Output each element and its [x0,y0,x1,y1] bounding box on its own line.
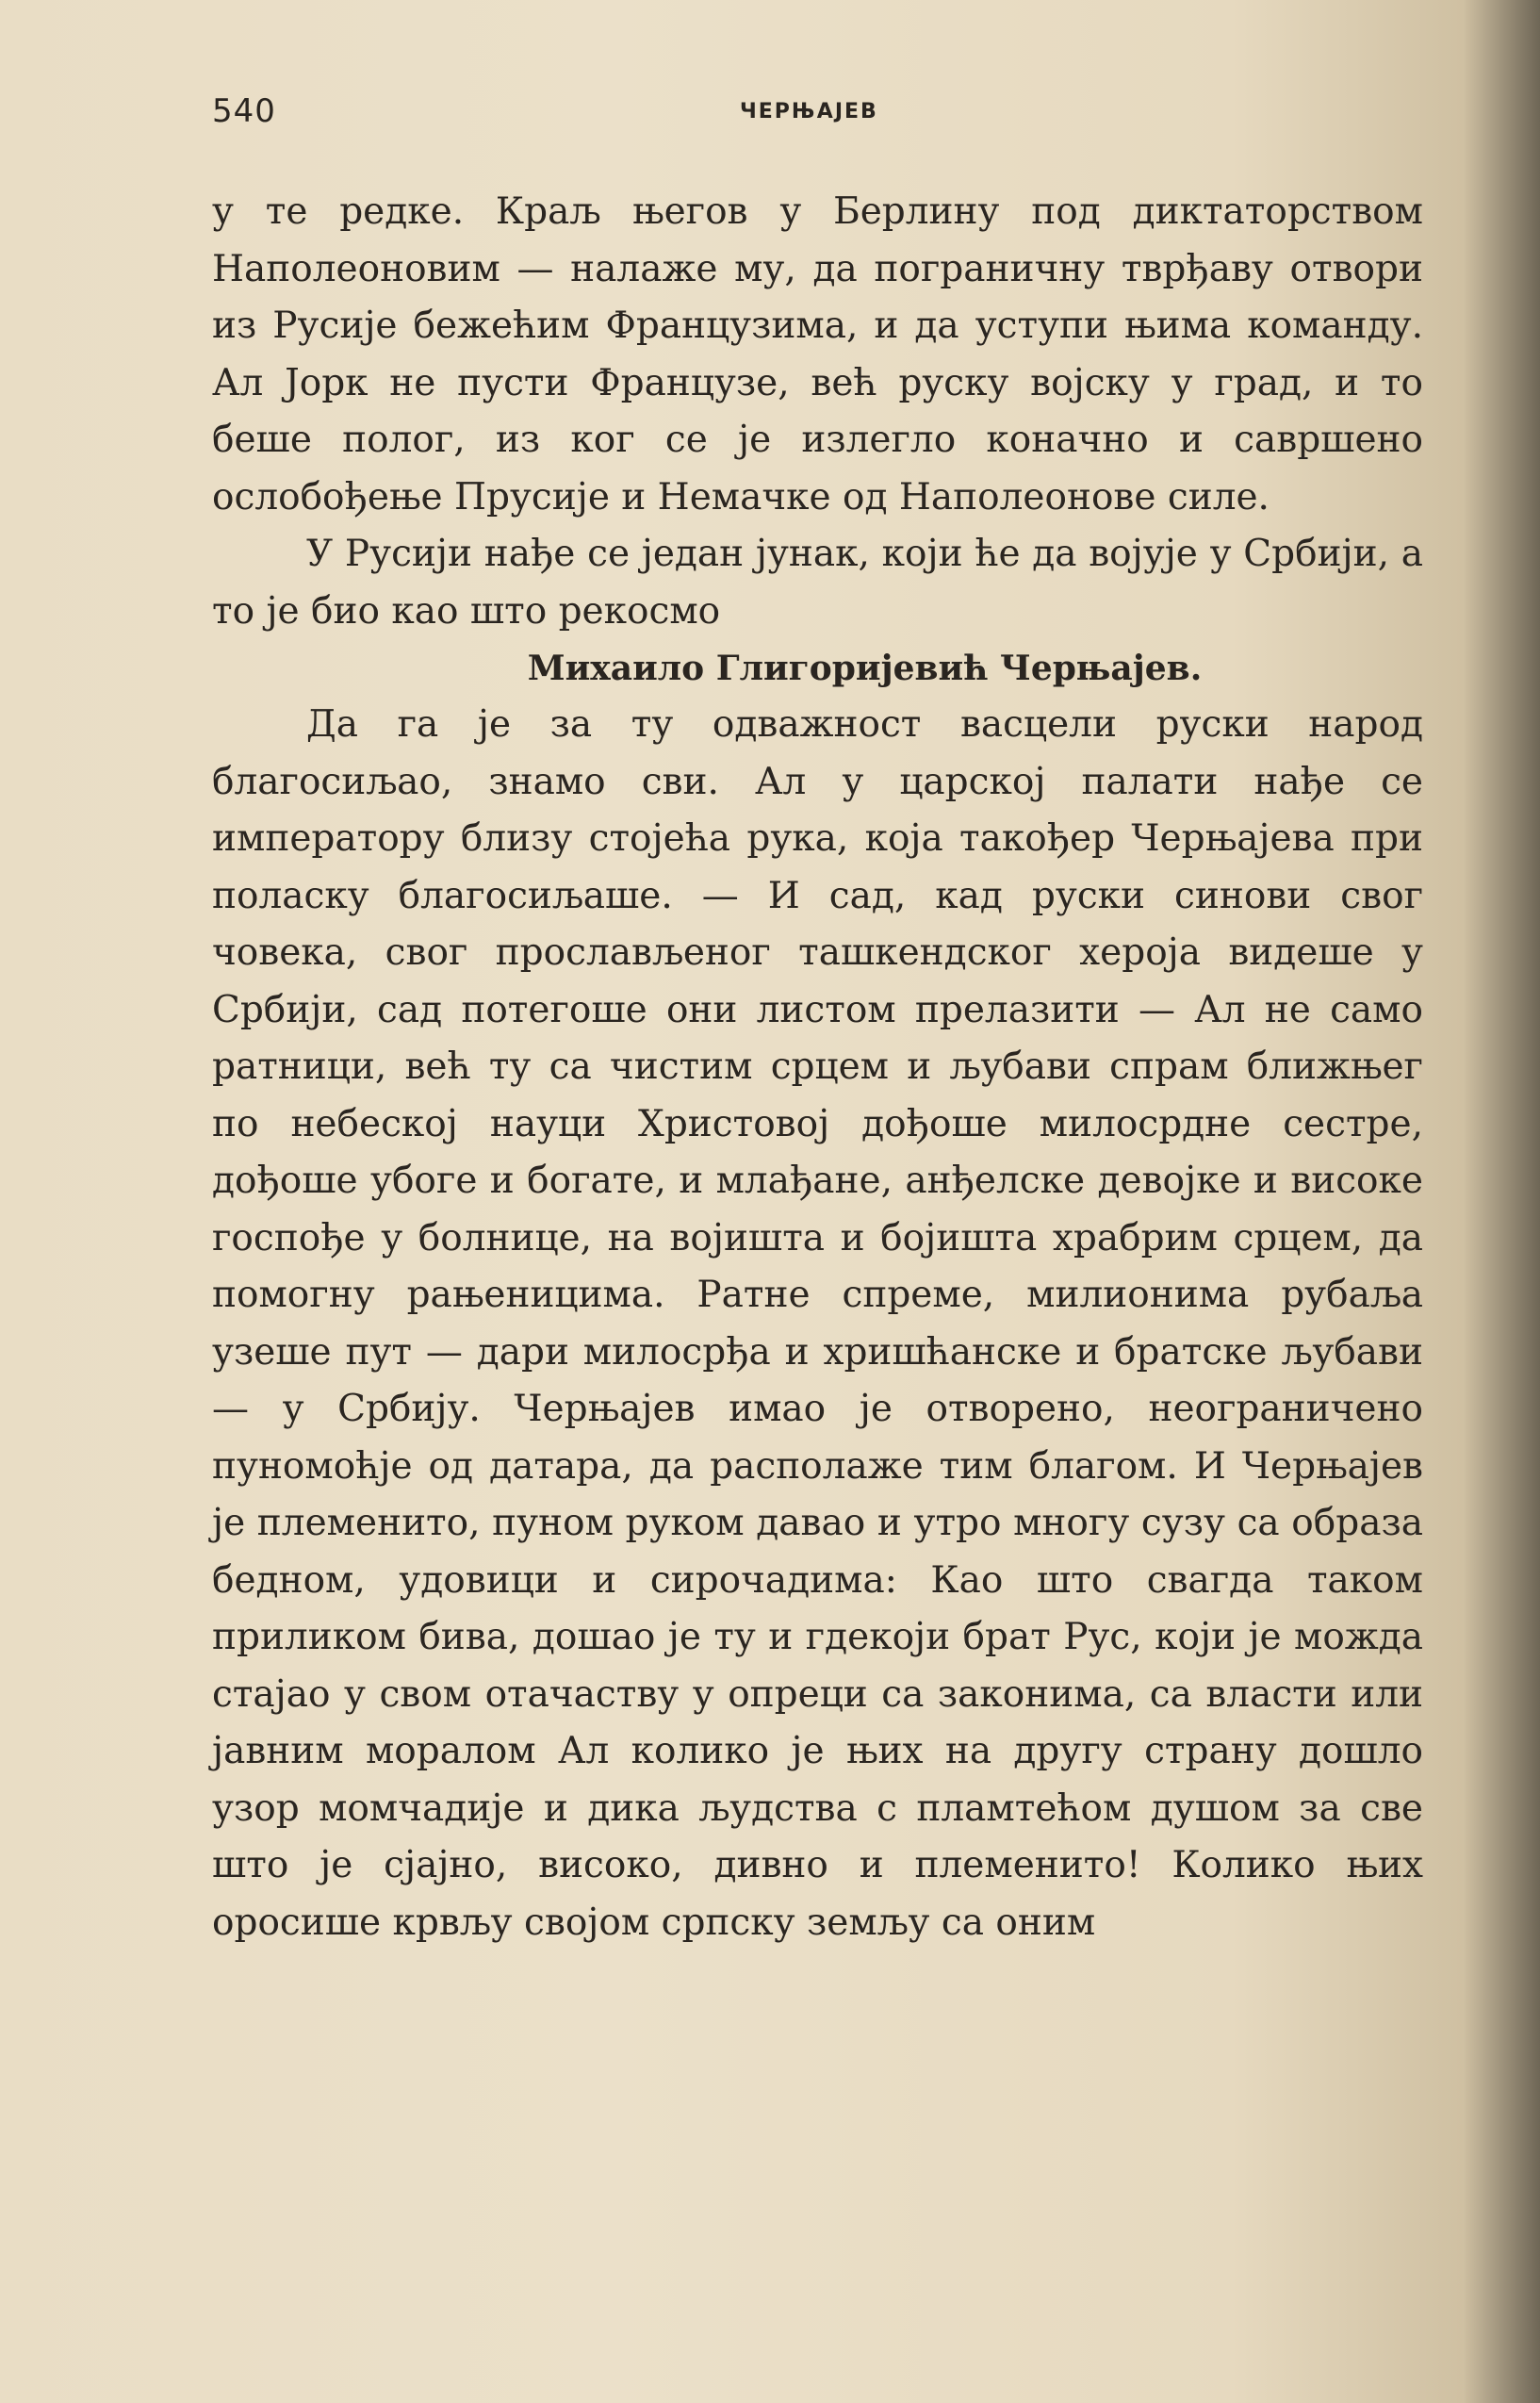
page-number: 540 [212,92,276,130]
paragraph-continuation: у те редке. Краљ његов у Берлину под диктаторством Наполеоновим — налаже му, да пограничну тврђаву отвори из Русије бежећим Французима, и да уступи њима команду. Ал Јорк не пусти Французе, већ руску војску у град, и то беше полог, из ког се је излегло коначно и савршено ослобођење Прусије и Немачке од Наполеонове силе. [212,190,1423,518]
paragraph-intro: У Русији нађе се један јунак, који ће да војује у Србији, а то је био као што рекосмо [212,533,1423,633]
body-text [212,184,1423,1951]
running-head: ЧЕРЊАЈЕВ [740,100,878,123]
section-title: Михаило Глигоријевић Черњајев. [527,649,1203,688]
paragraph-main: Да га је за ту одважност васцели руски народ благосиљао, знамо сви. Ал у царској палати нађе се императору близу стојећа рука, која такођер Черњајева при поласку благосиљаше. — И сад, кад руски синови свог човека, свог прослављеног ташкендског хероја видеше у Србији, сад потегоше они листом прелазити — Ал не само ратници, већ ту са чистим срцем и љубави спрам ближњег по небеској науци Христовој дођоше милосрдне сестре, дођоше убоге и богате, и млађане, анђелске девојке и високе госпође у болнице, на војишта и бојишта храбрим срцем, да помогну рањеницима. Ратне спреме, милионима рубаља узеше пут — дари милосрђа и хришћанске и братске љубави — у Србију. Черњајев имао је отворено, неограничено пуномоћје од датара, да располаже тим благом. И Черњајев је племенито, пуном руком давао и утро многу сузу са образа бедном, удовици и сирочадима: Као што свагда таком приликом бива, дошао је ту и гдекоји брат Рус, који је можда стајао у свом отачаству у опреци са законима, са власти или јавним моралом Ал колико је њих на другу страну дошло узор момчадије и дика људства с пламтећом душом за све што је сјајно, високо, дивно и племенито! Колико њих оросише крвљу својом српску земљу са оним [212,703,1423,1944]
page-header [212,92,1437,140]
